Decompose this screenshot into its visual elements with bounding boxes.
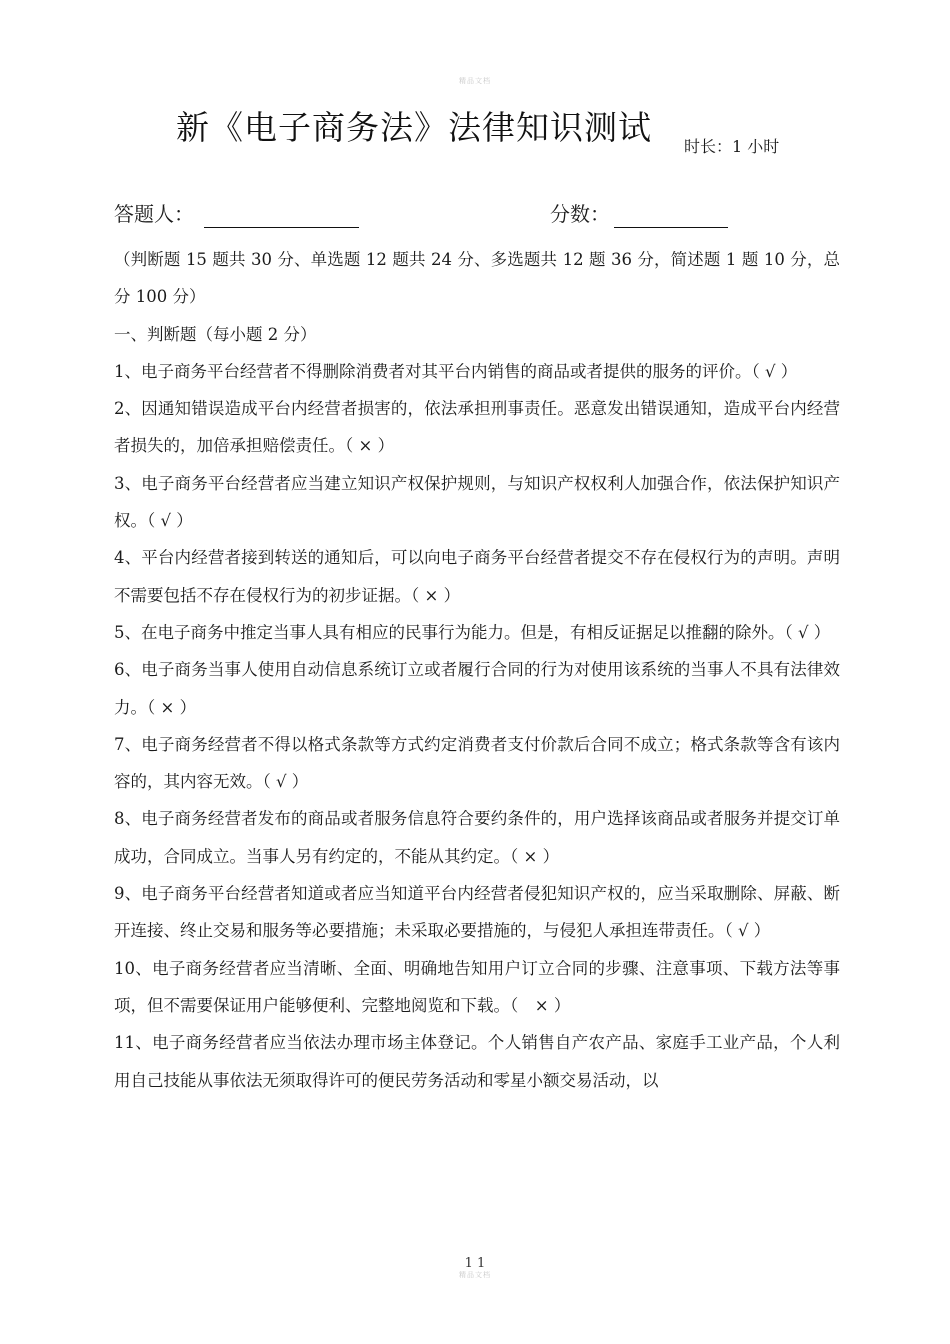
question-item: 2、因通知错误造成平台内经营者损害的，依法承担刑事责任。恶意发出错误通知，造成平台内经营者损失的，加倍承担赔偿责任。（ × ） xyxy=(114,399,840,456)
question-item: 3、电子商务平台经营者应当建立知识产权保护规则，与知识产权权利人加强合作，依法保护知识产权。（ √ ） xyxy=(114,473,840,531)
document-body xyxy=(114,241,840,1099)
score-breakdown-intro: （判断题 15 题共 30 分、单选题 12 题共 24 分、多选题共 12 题 36 分，简述题 1 题 10 分，总分 100 分） xyxy=(114,250,840,307)
score-label: 分数： xyxy=(550,202,610,226)
score-blank-line xyxy=(614,227,728,228)
question-item: 1、电子商务平台经营者不得删除消费者对其平台内销售的商品或者提供的服务的评价。（ √ ） xyxy=(114,361,798,381)
top-watermark: 精品文档 xyxy=(459,77,491,85)
page-number: 1 1 xyxy=(464,1256,486,1271)
respondent-label: 答题人： xyxy=(114,202,194,226)
respondent-score-row xyxy=(114,196,854,236)
respondent-blank-line xyxy=(204,227,359,228)
section-heading: 一、判断题（每小题 2 分） xyxy=(114,324,317,344)
title-row xyxy=(176,100,876,160)
question-item: 4、平台内经营者接到转送的通知后，可以向电子商务平台经营者提交不存在侵权行为的声明。声明不需要包括不存在侵权行为的初步证据。（ × ） xyxy=(114,548,840,605)
question-item: 9、电子商务平台经营者知道或者应当知道平台内经营者侵犯知识产权的，应当采取删除、屏蔽、断开连接、终止交易和服务等必要措施；未采取必要措施的，与侵犯人承担连带责任。（ √ ） xyxy=(114,884,840,941)
question-item: 8、电子商务经营者发布的商品或者服务信息符合要约条件的，用户选择该商品或者服务并提交订单成功，合同成立。当事人另有约定的，不能从其约定。（ × ） xyxy=(114,809,840,866)
document-title: 新《电子商务法》法律知识测试 xyxy=(176,108,652,147)
question-item: 7、电子商务经营者不得以格式条款等方式约定消费者支付价款后合同不成立；格式条款等含有该内容的，其内容无效。（ √ ） xyxy=(114,734,840,792)
question-item: 11、电子商务经营者应当依法办理市场主体登记。个人销售自产农产品、家庭手工业产品，个人利用自己技能从事依法无须取得许可的便民劳务活动和零星小额交易活动，以 xyxy=(114,1033,840,1090)
exam-duration: 时长：1 小时 xyxy=(684,137,780,156)
bottom-watermark: 精品文档 xyxy=(459,1271,491,1279)
question-item: 6、电子商务当事人使用自动信息系统订立或者履行合同的行为对使用该系统的当事人不具有法律效力。（ × ） xyxy=(114,660,840,717)
question-item: 10、电子商务经营者应当清晰、全面、明确地告知用户订立合同的步骤、注意事项、下载方法等事项，但不需要保证用户能够便利、完整地阅览和下载。（ × ） xyxy=(114,958,840,1015)
question-item: 5、在电子商务中推定当事人具有相应的民事行为能力。但是，有相反证据足以推翻的除外。（ √ ） xyxy=(114,622,831,642)
